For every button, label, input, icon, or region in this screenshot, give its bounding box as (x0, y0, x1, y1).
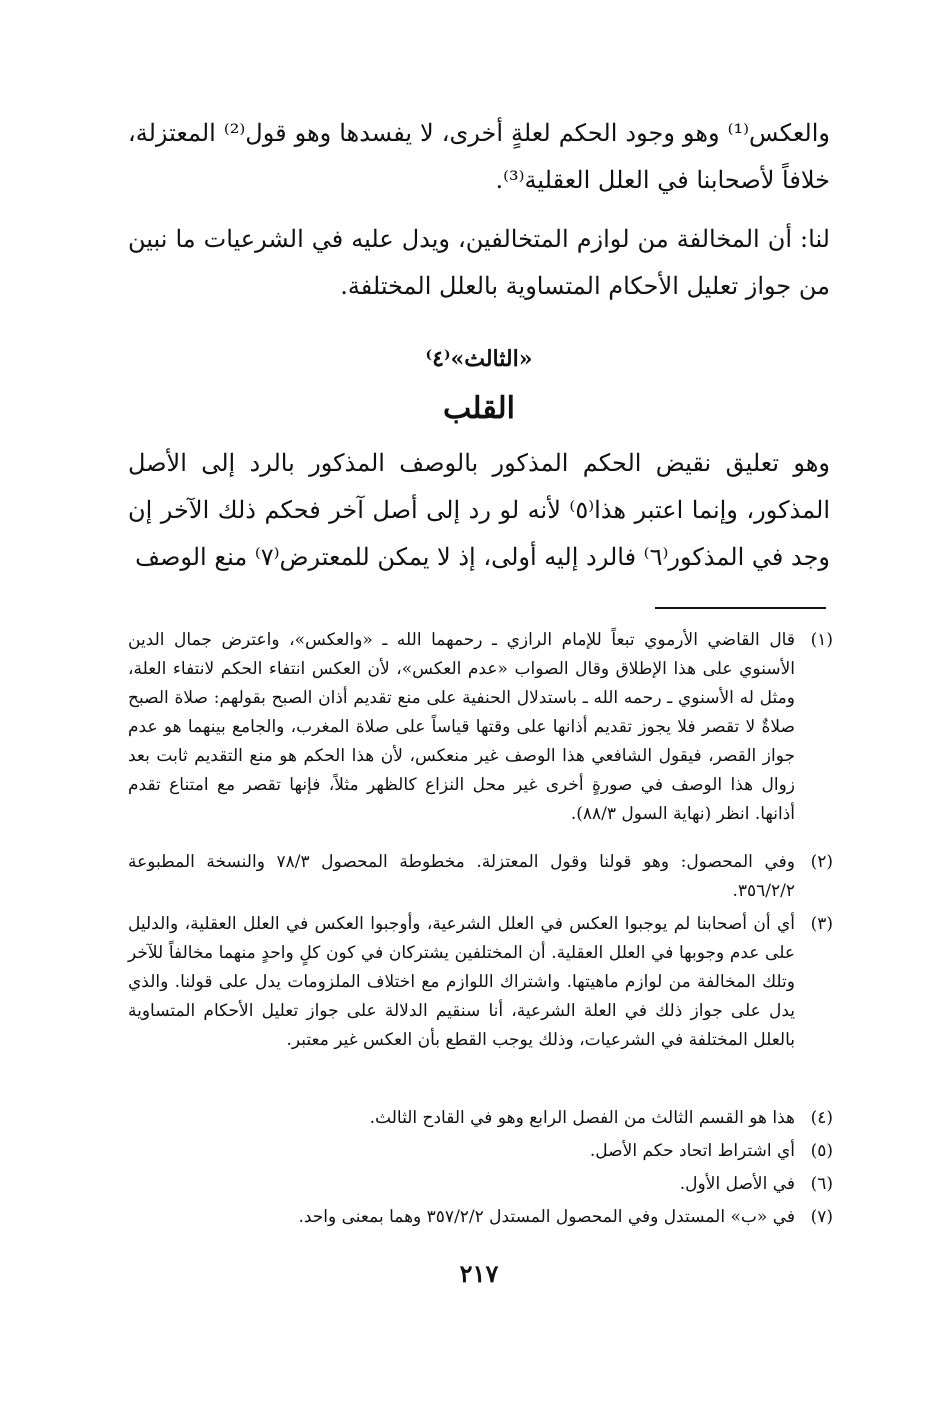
page-number: ٢١٧ (459, 1259, 499, 1288)
section-title: القلب (442, 391, 516, 426)
footnote-5 (128, 1137, 833, 1166)
footnote-text: وفي المحصول: وهو قولنا وقول المعتزلة. مخطوطة المحصول ٧٨/٣ والنسخة المطبوعة ٣٥٦/٢/٢. (128, 852, 795, 901)
footnote-number: (١) (810, 630, 833, 650)
footnote-number: (٥) (810, 1141, 833, 1161)
footnote-7 (128, 1203, 833, 1232)
footnote-1 (128, 626, 833, 829)
footnote-3 (128, 910, 833, 1055)
footnote-text: أي اشتراط اتحاد حكم الأصل. (589, 1141, 795, 1161)
footnote-text: في «ب» المستدل وفي المحصول المستدل ٣٥٧/٢/٢ وهما بمعنى واحد. (298, 1207, 795, 1227)
footnote-text: هذا هو القسم الثالث من الفصل الرابع وهو في القادح الثالث. (369, 1108, 795, 1128)
footnote-number: (٦) (810, 1174, 833, 1194)
footnote-text: في الأصل الأول. (679, 1174, 795, 1194)
paragraph-1: والعكس⁽¹⁾ وهو وجود الحكم لعلةٍ أخرى، لا يفسدها وهو قول⁽²⁾ المعتزلة، خلافاً لأصحابنا في العلل العقلية⁽³⁾. (128, 119, 830, 194)
footnote-number: (٤) (810, 1108, 833, 1128)
footnote-number: (٢) (810, 852, 833, 872)
section-label: «الثالث»⁽٤⁾ (425, 346, 533, 372)
paragraph-3: وهو تعليق نقيض الحكم المذكور بالوصف المذكور بالرد إلى الأصل المذكور، وإنما اعتبر هذا⁽٥⁾ لأنه لو رد إلى أصل آخر فحكم ذلك الآخر إن وجد في المذكور⁽٦⁾ فالرد إليه أولى، إذ لا يمكن للمعترض⁽٧⁾ منع الوصف (128, 449, 830, 571)
footnote-6 (128, 1170, 833, 1199)
footnote-4 (128, 1104, 833, 1133)
footnote-2 (128, 848, 833, 906)
footnote-number: (٧) (810, 1207, 833, 1227)
footnote-number: (٣) (810, 914, 833, 934)
footnote-text: أي أن أصحابنا لم يوجبوا العكس في العلل الشرعية، وأوجبوا العكس في العلل العقلية، والدليل على عدم وجوبها في العلل العقلية. أن المختلفين يشتركان في كون كلٍ واحدٍ منهما مخالفاً للآخر وتلك المخالفة من لوازم ماهيتها. واشتراك اللوازم مع اختلاف الملزومات يدل على قولنا. والذي يدل على جواز ذلك في العلة الشرعية، أنا سنقيم الدلالة على جواز تعليل الأحكام المتساوية بالعلل المختلفة في الشرعيات، وذلك يوجب القطع بأن العكس غير معتبر. (128, 914, 795, 1050)
footnote-text: قال القاضي الأرموي تبعاً للإمام الرازي ـ رحمهما الله ـ «والعكس»، واعترض جمال الدين الأسنوي على هذا الإطلاق وقال الصواب «عدم العكس»، لأن العكس انتفاء الحكم لانتفاء العلة، ومثل له الأسنوي ـ رحمه الله ـ باستدلال الحنفية على منع تقديم أذان الصبح بقولهم: صلاة الصبح صلاةٌ لا تقصر فلا يجوز تقديم أذانها على وقتها قياساً على صلاة المغرب، والجامع بينهما هو عدم جواز القصر، فيقول الشافعي هذا الوصف غير منعكس، لأن هذا الحكم هو منع التقديم ثابت بعد زوال هذا الوصف في صورةٍ أخرى غير محل النزاع كالظهر مثلاً، فإنها تقصر مع امتناع تقدم أذانها. انظر (نهاية السول ٨٨/٣). (128, 630, 795, 824)
paragraph-2: لنا: أن المخالفة من لوازم المتخالفين، ويدل عليه في الشرعيات ما نبين من جواز تعليل الأحكام المتساوية بالعلل المختلفة. (128, 225, 830, 300)
footnote-separator (655, 607, 826, 609)
